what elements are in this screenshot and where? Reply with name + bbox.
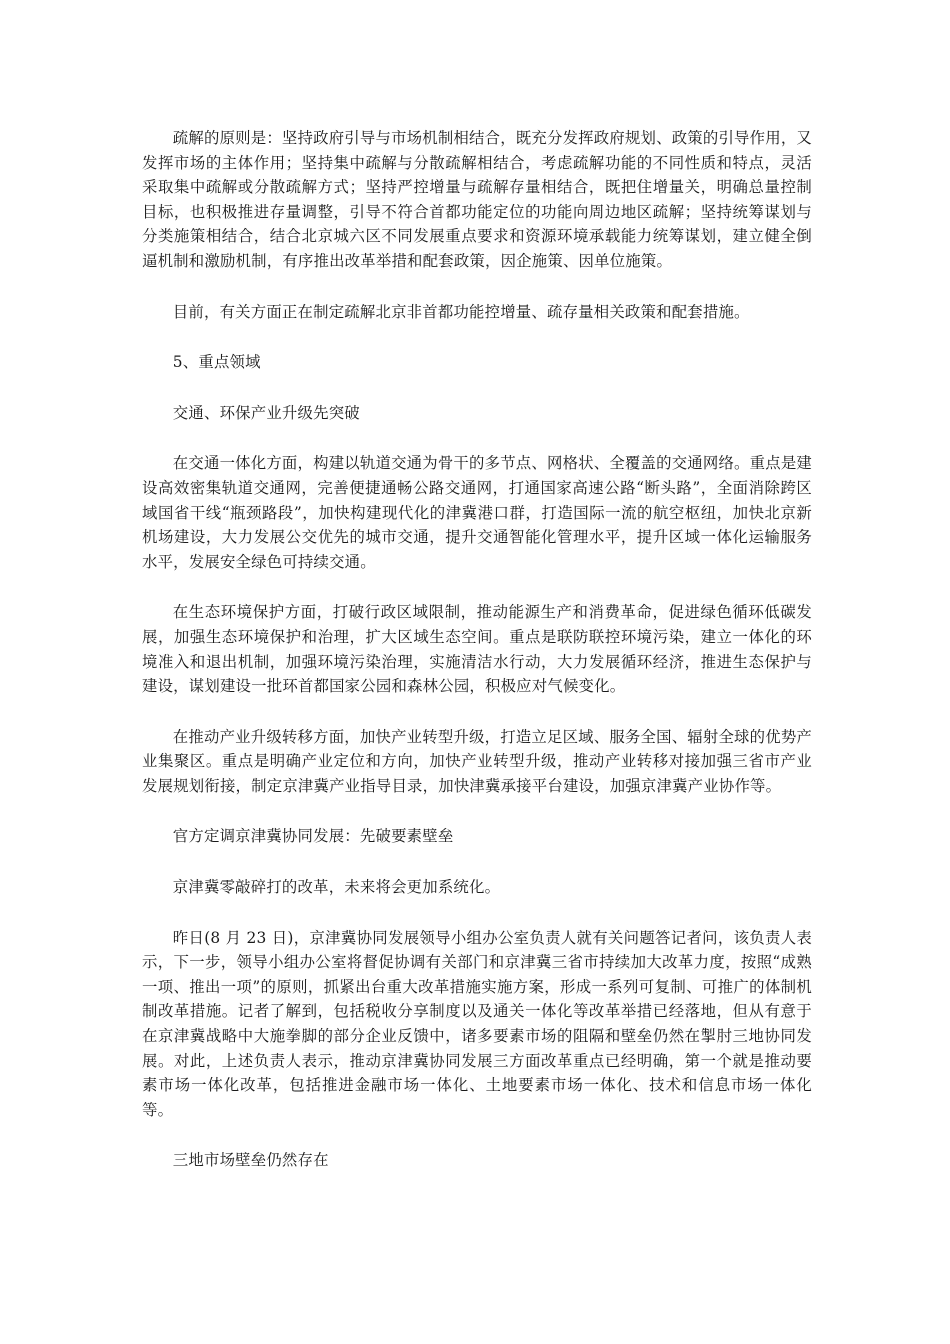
document-page [142, 126, 812, 1199]
paragraph-principles: 疏解的原则是：坚持政府引导与市场机制相结合，既充分发挥政府规划、政策的引导作用，又发挥市场的主体作用；坚持集中疏解与分散疏解相结合，考虑疏解功能的不同性质和特点，灵活采取集中疏解或分散疏解方式；坚持严控增量与疏解存量相结合，既把住增量关，明确总量控制目标，也积极推进存量调整，引导不符合首都功能定位的功能向周边地区疏解；坚持统筹谋划与分类施策相结合，结合北京城六区不同发展重点要求和资源环境承载能力统筹谋划，建立健全倒逼机制和激励机制，有序推出改革举措和配套政策，因企施策、因单位施策。 [142, 129, 813, 270]
paragraph-environment: 在生态环境保护方面，打破行政区域限制，推动能源生产和消费革命，促进绿色循环低碳发展，加强生态环境保护和治理，扩大区域生态空间。重点是联防联控环境污染，建立一体化的环境准入和退出机制，加强环境污染治理，实施清洁水行动，大力发展循环经济，推进生态保护与建设，谋划建设一批环首都国家公园和森林公园，积极应对气候变化。 [142, 603, 812, 696]
subheading-market-barriers: 三地市场壁垒仍然存在 [172, 1151, 329, 1170]
section-heading-key-areas: 5、重点领域 [172, 353, 261, 372]
paragraph-current-status: 目前，有关方面正在制定疏解北京非首都功能控增量、疏存量相关政策和配套措施。 [172, 302, 750, 321]
paragraph-yesterday: 昨日(8 月 23 日)，京津冀协同发展领导小组办公室负责人就有关问题答记者问，该负责人表示，下一步，领导小组办公室将督促协调有关部门和京津冀三省市持续加大改革力度，按照“成熟一项、推出一项”的原则，抓紧出台重大改革措施实施方案，形成一系列可复制、可推广的体制机制改革措施。记者了解到，包括税收分享制度以及通关一体化等改革举措已经落地，但从有意于在京津冀战略中大施拳脚的部分企业反馈中，诸多要素市场的阻隔和壁垒仍然在掣肘三地协同发展。对此，上述负责人表示，推动京津冀协同发展三方面改革重点已经明确，第一个就是推动要素市场一体化改革，包括推进金融市场一体化、土地要素市场一体化、技术和信息市场一体化等。 [142, 928, 812, 1119]
paragraph-transport: 在交通一体化方面，构建以轨道交通为骨干的多节点、网格状、全覆盖的交通网络。重点是建设高效密集轨道交通网，完善便捷通畅公路交通网，打通国家高速公路“断头路”，全面消除跨区域国省干线“瓶颈路段”，加快构建现代化的津冀港口群，打造国际一流的航空枢纽，加快北京新机场建设，大力发展公交优先的城市交通，提升交通智能化管理水平，提升区域一体化运输服务水平，发展安全绿色可持续交通。 [142, 454, 813, 571]
paragraph-industry: 在推动产业升级转移方面，加快产业转型升级，打造立足区域、服务全国、辐射全球的优势产业集聚区。重点是明确产业定位和方向，加快产业转型升级，推动产业转移对接加强三省市产业发展规划衔接，制定京津冀产业指导目录，加快津冀承接平台建设，加强京津冀产业协作等。 [142, 727, 813, 795]
subheading-official-tone: 官方定调京津冀协同发展：先破要素壁垒 [172, 827, 454, 846]
subheading-breakthrough: 交通、环保产业升级先突破 [172, 403, 360, 422]
paragraph-reform-systematic: 京津冀零敲碎打的改革，未来将会更加系统化。 [172, 878, 501, 897]
